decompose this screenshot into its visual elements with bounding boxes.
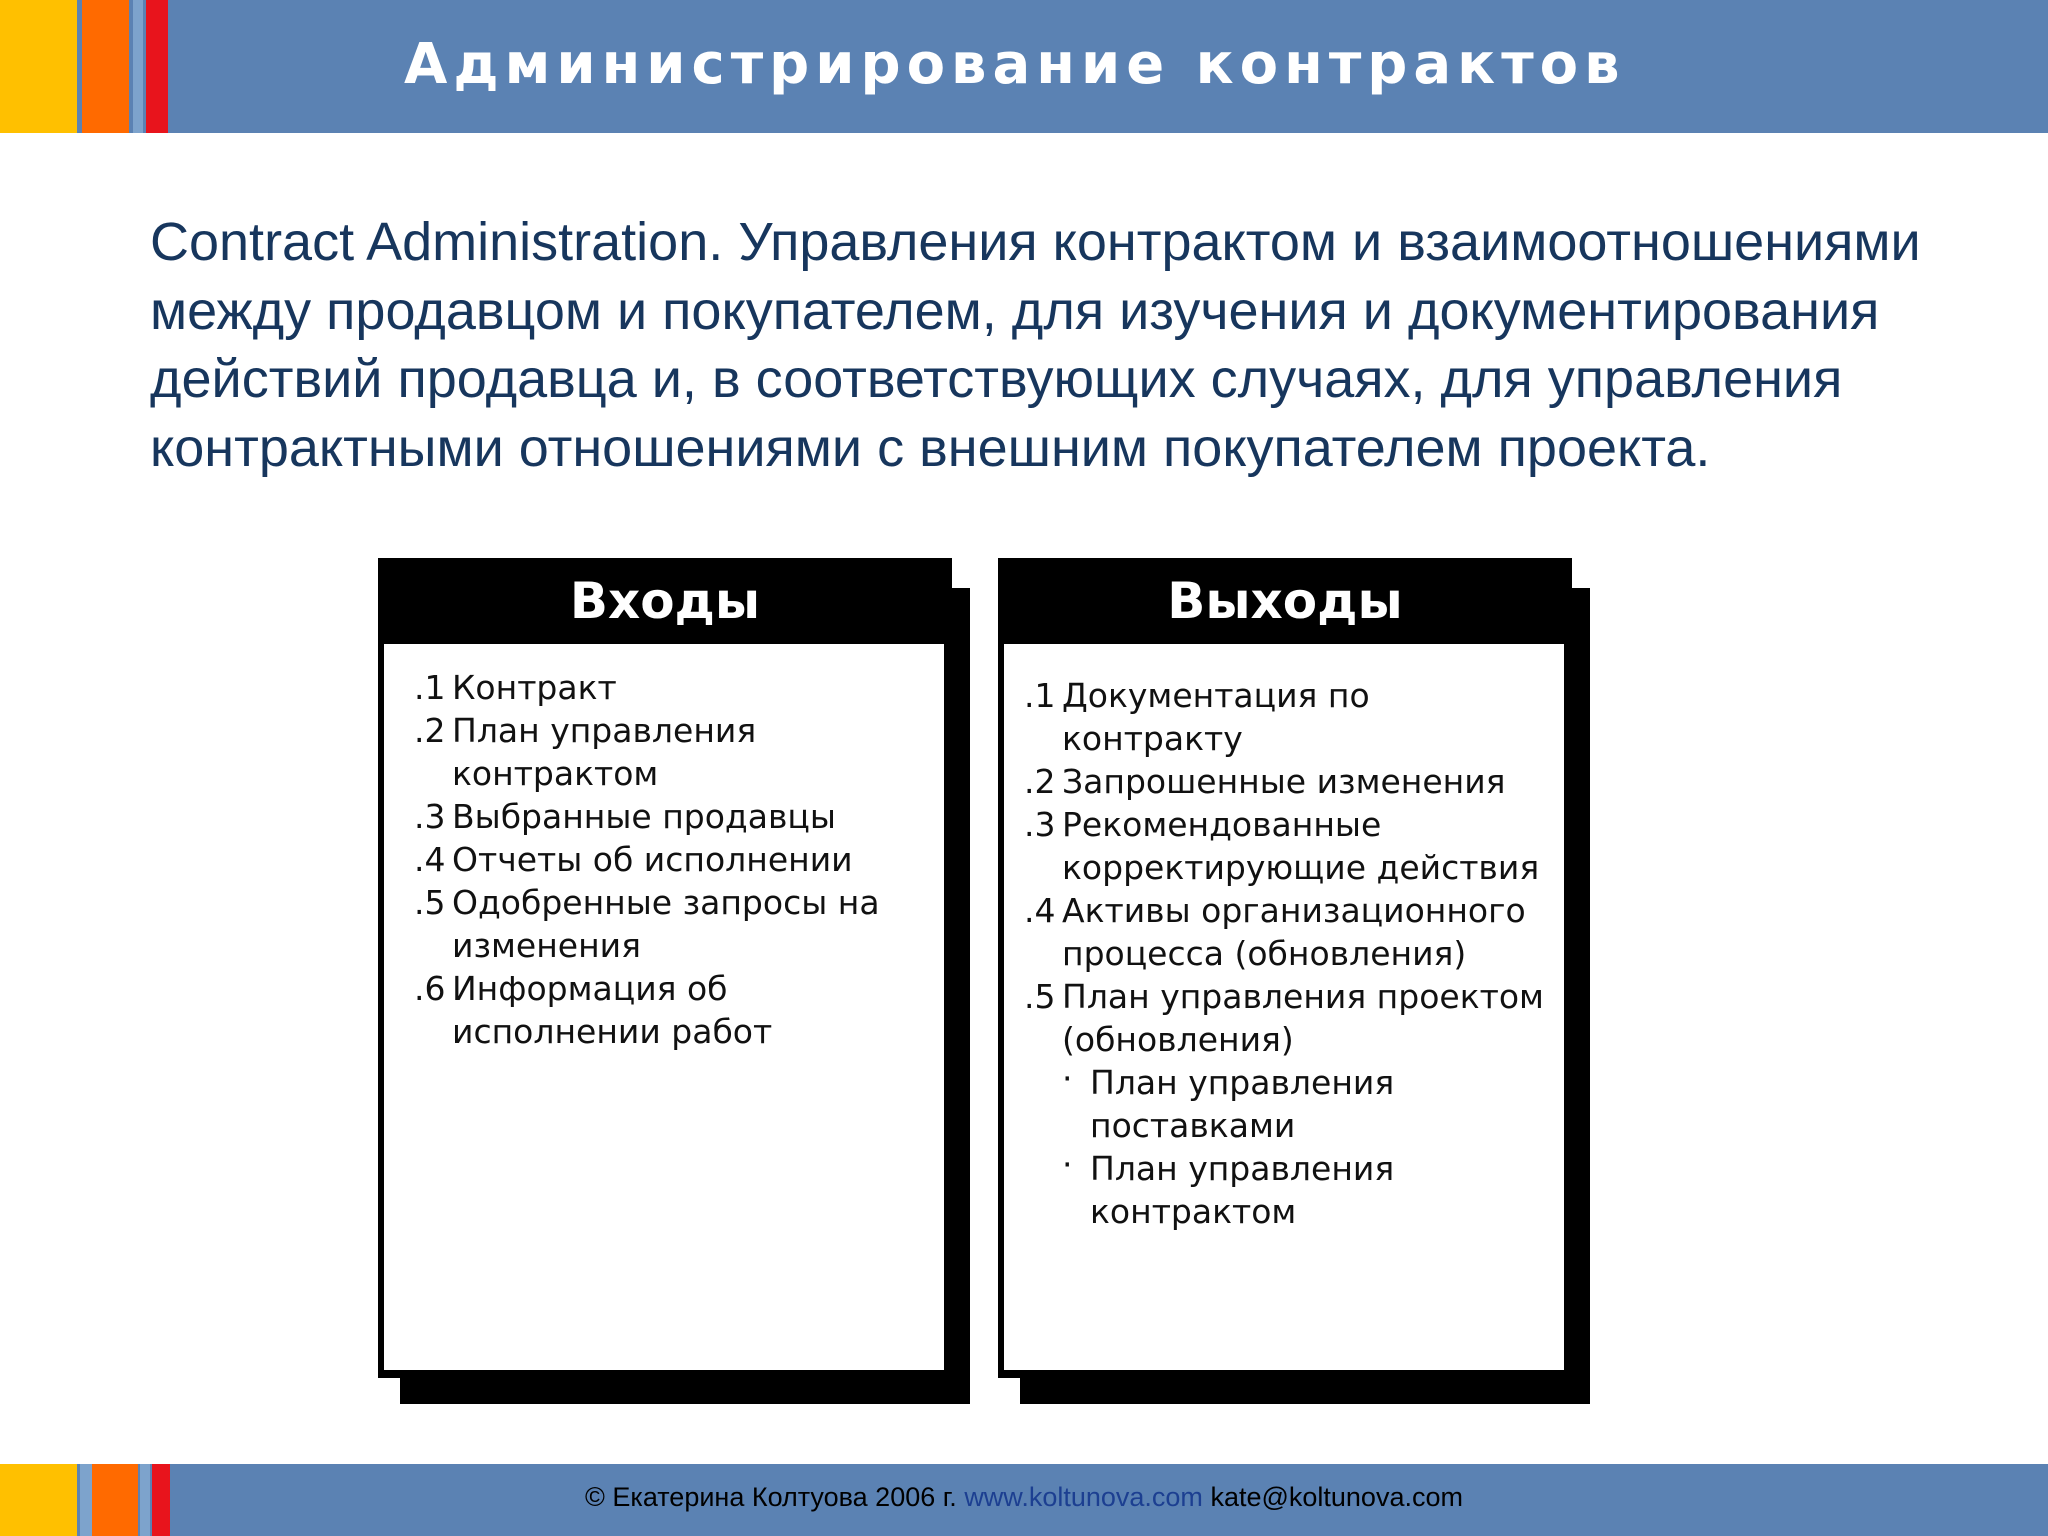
footer-bar xyxy=(0,1464,2048,1536)
outputs-box xyxy=(998,558,1590,1404)
outputs-title: Выходы xyxy=(1167,572,1403,630)
list-item: .6 Информация об исполнении работ xyxy=(414,969,773,1051)
outputs-sublist xyxy=(1062,1061,1554,1233)
slide-title: Администрирование контрактов xyxy=(404,32,1626,97)
list-item: .3 Выбранные продавцы xyxy=(414,797,836,836)
list-item: .3 Рекомендованные корректирующие действия xyxy=(1024,805,1540,887)
outputs-box-frame xyxy=(998,558,1572,1378)
sub-list-item: · План управления поставками xyxy=(1062,1059,1395,1145)
footer-email[interactable]: kate@koltunova.com xyxy=(1210,1482,1463,1512)
list-item: .5 Одобренные запросы на изменения xyxy=(414,883,880,965)
list-item: .4 Активы организационного процесса (обновления) xyxy=(1024,891,1526,973)
footer-text xyxy=(0,1482,2048,1513)
outputs-list xyxy=(1024,674,1554,1233)
inputs-content xyxy=(384,644,944,1370)
outputs-content xyxy=(1004,644,1564,1370)
accent-stripe-blue xyxy=(133,0,143,133)
header-bar xyxy=(0,0,2048,133)
list-item: .2 План управления контрактом xyxy=(414,711,757,793)
list-item: .1 Контракт xyxy=(414,668,617,707)
footer-copyright: © Екатерина Колтуова 2006 г. xyxy=(585,1482,957,1512)
list-item: .2 Запрошенные изменения xyxy=(1024,762,1506,801)
accent-stripe-orange xyxy=(82,0,129,133)
intro-paragraph: Contract Administration. Управления контрактом и взаимоотношениями между продавцом и покупателем, для изучения и документирования действий продавца и, в соответствующих случаях, для управления контрактными отношениями с внешним покупателем проекта. xyxy=(150,212,1921,478)
list-item: .5 План управления проектом (обновления) · План управления поставками · План управления контрактом xyxy=(1024,975,1554,1233)
accent-stripe-red xyxy=(146,0,168,133)
inputs-list xyxy=(414,666,944,1053)
accent-stripe-yellow xyxy=(0,0,77,133)
footer-website-link[interactable]: www.koltunova.com xyxy=(964,1482,1203,1512)
sub-list-item: · План управления контрактом xyxy=(1062,1145,1395,1231)
list-item: .1 Документация по контракту xyxy=(1024,676,1370,758)
list-item: .4 Отчеты об исполнении xyxy=(414,840,853,879)
inputs-box-frame xyxy=(378,558,952,1378)
inputs-box xyxy=(378,558,970,1404)
inputs-title: Входы xyxy=(569,572,761,630)
